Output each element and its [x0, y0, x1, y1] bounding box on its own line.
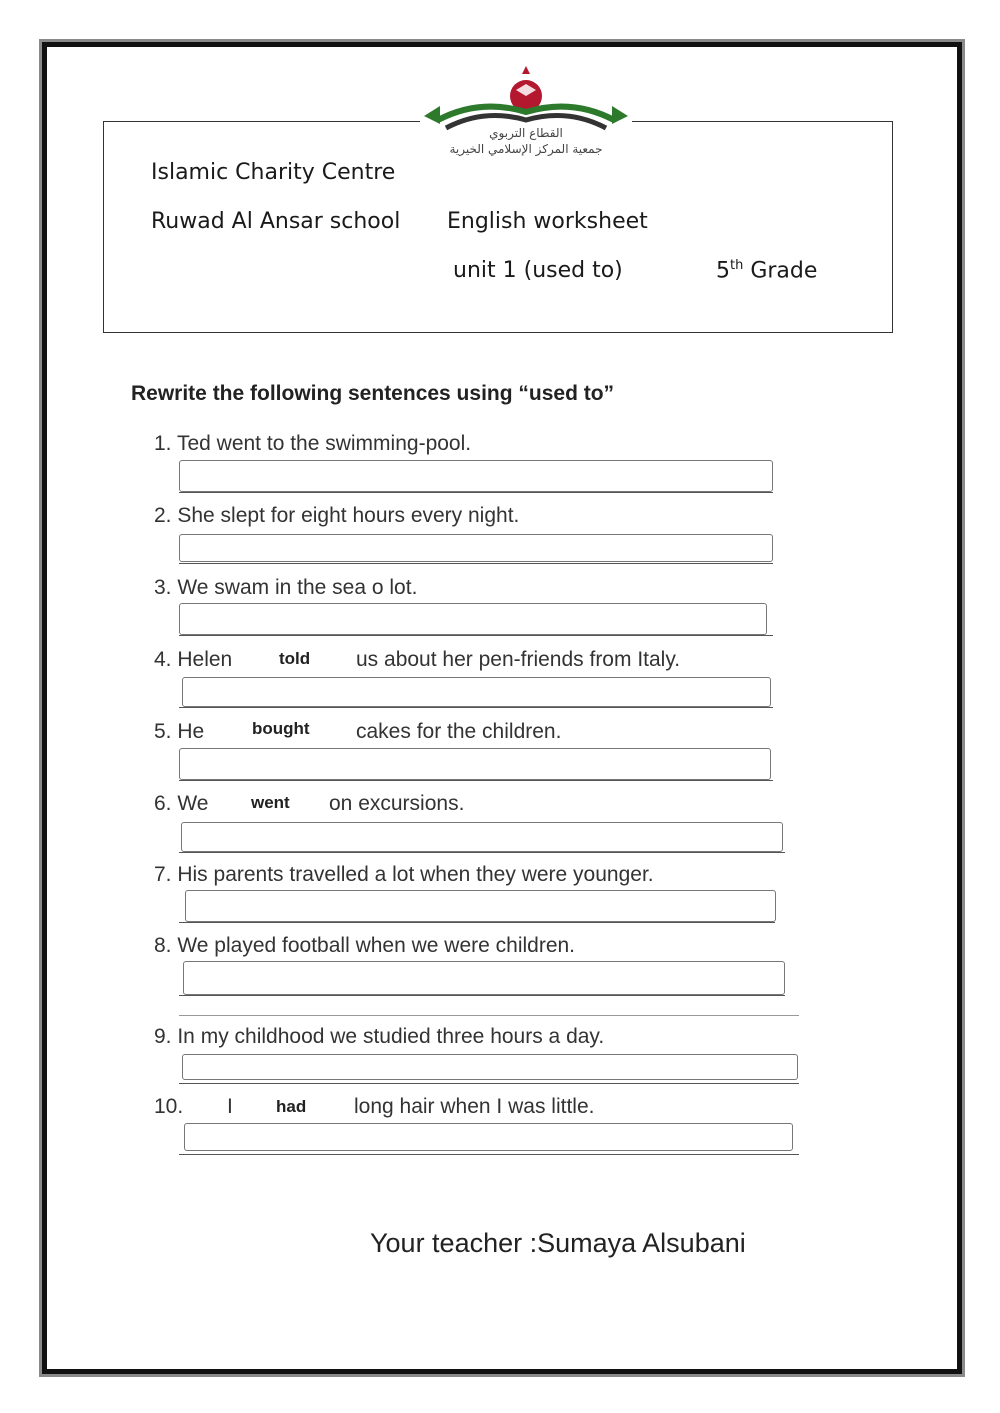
logo-arabic-line-2: جمعية المركز الإسلامي الخيرية [449, 142, 603, 156]
answer-line-1 [179, 492, 773, 493]
question-7: 7. His parents travelled a lot when they were younger. [154, 863, 654, 886]
grade-label [716, 258, 817, 283]
question-5-start: 5. He [154, 720, 205, 743]
question-10-end: long hair when I was little. [354, 1095, 595, 1118]
separator-line [179, 1015, 799, 1016]
question-5-end: cakes for the children. [356, 720, 562, 743]
verb-10: had [276, 1097, 307, 1116]
question-4-start: 4. Helen [154, 648, 233, 671]
answer-box-3[interactable] [179, 603, 767, 635]
answer-box-2[interactable] [179, 534, 773, 562]
logo-arabic-line-1: القطاع التربوي [489, 126, 563, 140]
verb-4: told [279, 649, 311, 668]
answer-line-3 [179, 635, 773, 636]
answer-line-2 [179, 563, 773, 564]
worksheet-title: English worksheet [447, 209, 648, 234]
question-8: 8. We played football when we were children. [154, 934, 576, 957]
school-name: Ruwad Al Ansar school [151, 209, 401, 234]
grade-number: 5 [716, 258, 730, 284]
answer-box-7[interactable] [185, 890, 776, 922]
verb-6: went [251, 793, 290, 812]
unit-label: unit 1 (used to) [453, 258, 623, 283]
verb-5: bought [252, 719, 310, 738]
grade-suffix: th [730, 258, 744, 273]
answer-line-5 [179, 780, 773, 781]
teacher-signature: Your teacher :Sumaya Alsubani [370, 1228, 746, 1258]
question-10-number: 10. [154, 1095, 184, 1118]
question-6-end: on excursions. [329, 792, 465, 815]
school-org: Islamic Charity Centre [151, 160, 396, 185]
answer-box-1[interactable] [179, 460, 773, 492]
school-logo [420, 62, 632, 172]
question-10-subject: I [227, 1095, 233, 1118]
answer-line-4 [179, 707, 773, 708]
question-6-start: 6. We [154, 792, 209, 815]
question-2: 2. She slept for eight hours every night. [154, 504, 520, 527]
answer-line-8 [179, 995, 785, 996]
answer-line-9 [179, 1083, 799, 1084]
answer-box-4[interactable] [182, 677, 771, 707]
answer-box-9[interactable] [182, 1054, 798, 1080]
instruction: Rewrite the following sentences using “used to” [131, 382, 615, 405]
answer-line-6 [179, 852, 785, 853]
question-1: 1. Ted went to the swimming-pool. [154, 432, 472, 455]
question-3: 3. We swam in the sea o lot. [154, 576, 418, 599]
answer-line-7 [179, 922, 775, 923]
grade-word: Grade [750, 258, 818, 284]
question-4-end: us about her pen-friends from Italy. [356, 648, 681, 671]
answer-box-5[interactable] [179, 748, 771, 780]
answer-box-6[interactable] [181, 822, 783, 852]
question-9: 9. In my childhood we studied three hours a day. [154, 1025, 605, 1048]
answer-line-10 [179, 1154, 799, 1155]
answer-box-8[interactable] [183, 961, 785, 995]
answer-box-10[interactable] [184, 1123, 793, 1151]
